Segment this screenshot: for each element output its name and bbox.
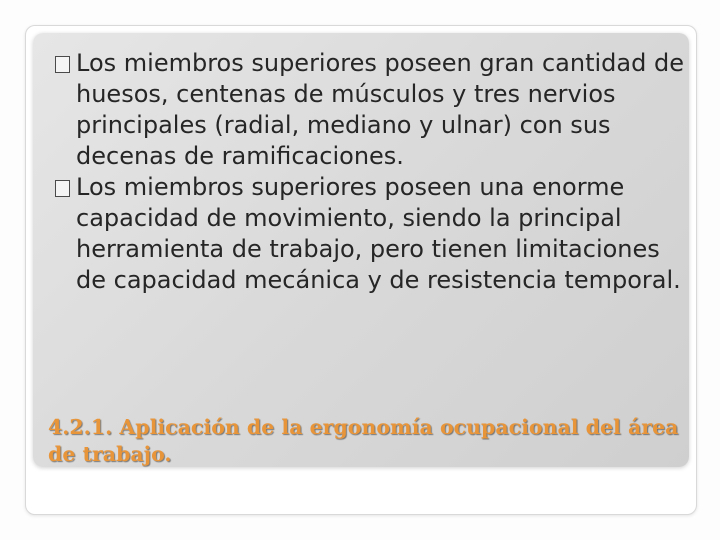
bullet-list (52, 48, 692, 296)
bullet-text: Los miembros superiores poseen una enorme capacidad de movimiento, siendo la principal herramienta de trabajo, pero tienen limitaciones de capacidad mecánica y de resistencia temporal. (76, 173, 681, 294)
bullet-box-icon (55, 180, 70, 197)
bullet-item (52, 172, 692, 296)
section-subheading: 4.2.1. Aplicación de la ergonomía ocupacional del área de trabajo. (48, 415, 679, 466)
bullet-text: Los miembros superiores poseen gran cantidad de huesos, centenas de músculos y tres nervios principales (radial, mediano y ulnar) con sus decenas de ramificaciones. (76, 49, 684, 170)
bullet-item (52, 48, 692, 172)
bullet-box-icon (55, 56, 70, 73)
